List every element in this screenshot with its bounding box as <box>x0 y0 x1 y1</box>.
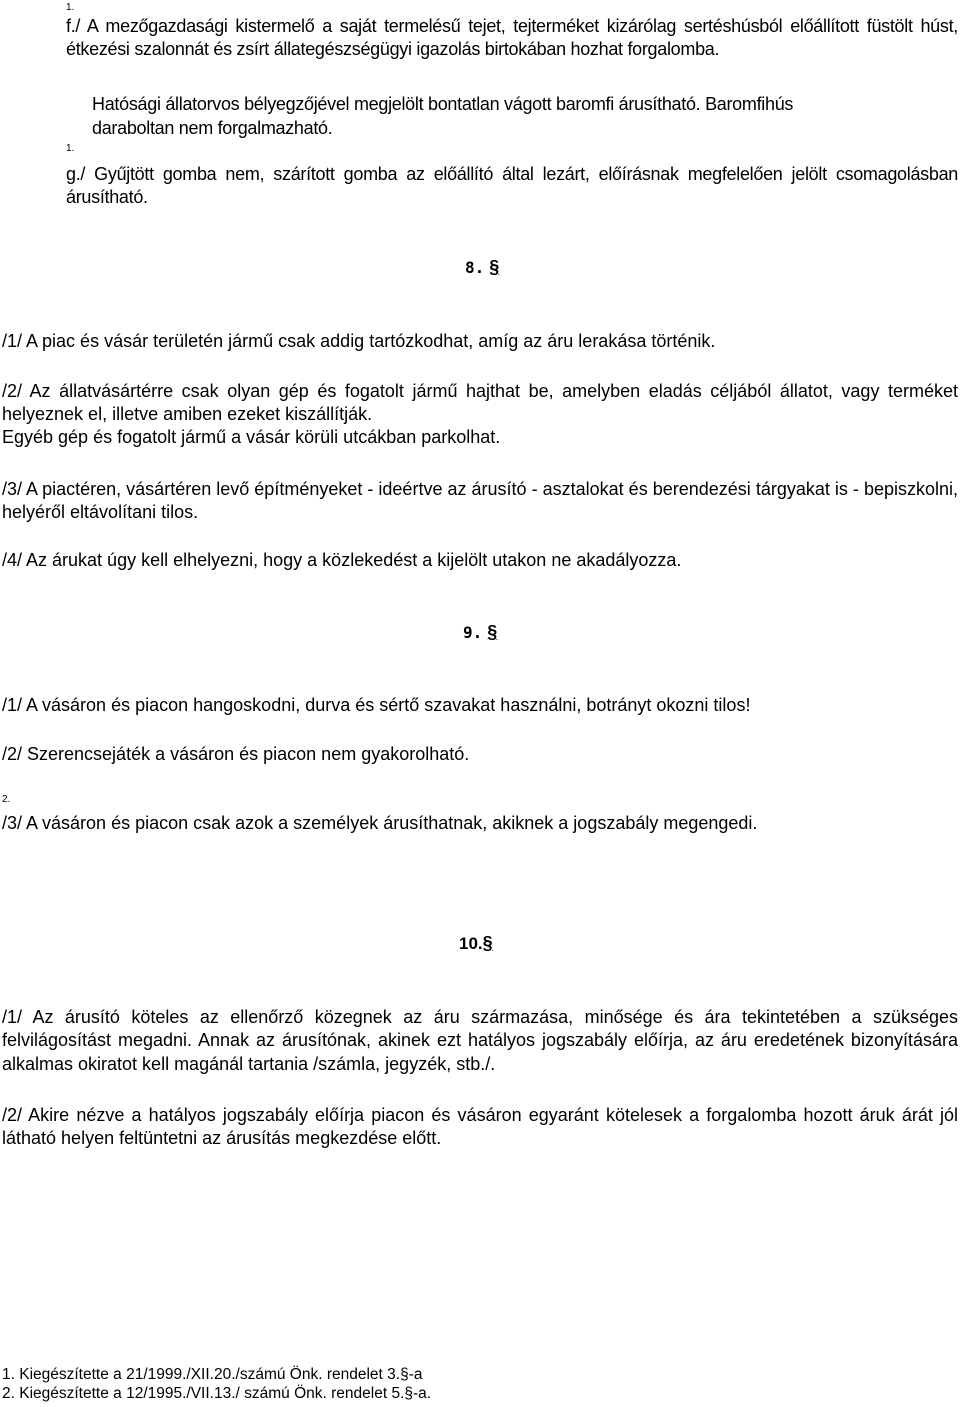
section-10-number: 10. <box>459 934 483 953</box>
section-8-p4: /4/ Az árukat úgy kell elhelyezni, hogy a közlekedést a kijelölt utakon ne akadályozza. <box>2 550 682 570</box>
footnote-ref-2: 2. <box>2 794 11 805</box>
section-10-mark: § <box>482 933 493 953</box>
footnote-1-mark: § <box>400 1366 409 1383</box>
section-8-p2b: Egyéb gép és fogatolt jármű a vásár körüli utcákban parkolhat. <box>2 427 501 447</box>
footnote-1-text: 1. Kiegészítette a 21/1999./XII.20./számú Önk. rendelet 3. <box>2 1366 401 1383</box>
hatosagi-line: Hatósági állatorvos bélyegzőjével megjelölt bontatlan vágott baromfi árusítható. Baromfihús <box>92 94 794 114</box>
footnote-2-text: 2. Kiegészítette a 12/1995./VII.13./ számú Önk. rendelet 5. <box>2 1385 405 1402</box>
footnote-2-suffix: -a. <box>413 1385 432 1402</box>
section-10-heading <box>459 933 493 954</box>
paragraph-f-text: / A mezőgazdasági kistermelő a saját termelésű tejet, tejterméket kizárólag sertéshúsból előállított füstölt húst, étkezési szalonnát és zsírt állategészségügyi igazolás birtokában hozhat forgalomba. <box>66 16 958 60</box>
footnote-2-mark: § <box>404 1385 414 1402</box>
section-9-p2: /2/ Szerencsejáték a vásáron és piacon nem gyakorolható. <box>2 744 470 764</box>
footnote-2 <box>2 1385 431 1403</box>
section-9-heading <box>463 622 497 643</box>
section-8-p3: /3/ A piactéren, vásártéren levő építményeket - ideértve az árusító - asztalokat és berendezési tárgyakat is - bepiszkolni, helyéről eltávolítani tilos. <box>2 479 958 523</box>
daraboltan-line: daraboltan nem forgalmazható. <box>92 118 333 138</box>
section-8-heading <box>465 257 499 278</box>
paragraph-g-text: / Gyűjtött gomba nem, szárított gomba az előállító által lezárt, előírásnak megfelelően jelölt csomagolásban árusítható. <box>66 164 958 208</box>
section-10-p2: /2/ Akire nézve a hatályos jogszabály előírja piacon és vásáron egyaránt kötelesek a forgalomba hozott áruk árát jól látható helyen feltüntetni az árusítás megkezdése előtt. <box>2 1105 958 1149</box>
paragraph-g-label: g. <box>66 164 81 184</box>
footnote-1 <box>2 1366 423 1384</box>
footnote-1-suffix: -a <box>408 1366 423 1383</box>
section-8-mark: § <box>489 257 500 277</box>
section-9-p3: /3/ A vásáron és piacon csak azok a személyek árusíthatnak, akiknek a jogszabály megengedi. <box>2 813 758 833</box>
section-9-mark: § <box>487 622 498 642</box>
footnote-ref-1b: 1. <box>66 143 75 154</box>
paragraph-f <box>66 15 958 62</box>
footnote-ref-1: 1. <box>66 2 75 13</box>
section-9-p1: /1/ A vásáron és piacon hangoskodni, durva és sértő szavakat használni, botrányt okozni tilos! <box>2 695 751 715</box>
section-9-number: 9. <box>463 623 483 642</box>
paragraph-g <box>66 163 958 210</box>
paragraph-f-label: f. <box>66 16 76 36</box>
section-8-number: 8. <box>465 258 485 277</box>
section-8-p2: /2/ Az állatvásártérre csak olyan gép és fogatolt jármű hajthat be, amelyben eladás céljából állatot, vagy terméket helyeznek el, illetve amiben ezeket kiszállítják. <box>2 381 958 425</box>
section-8-p1: /1/ A piac és vásár területén jármű csak addig tartózkodhat, amíg az áru lerakása történik. <box>2 331 716 351</box>
section-10-p1: /1/ Az árusító köteles az ellenőrző közegnek az áru származása, minősége és ára tekintetében a szükséges felvilágosítást megadni. Annak az árusítónak, akinek ezt hatályos jogszabály előírja, az áru eredetének bizonyítására alkalmas okiratot kell magánál tartania /számla, jegyzék, stb./. <box>2 1007 958 1074</box>
